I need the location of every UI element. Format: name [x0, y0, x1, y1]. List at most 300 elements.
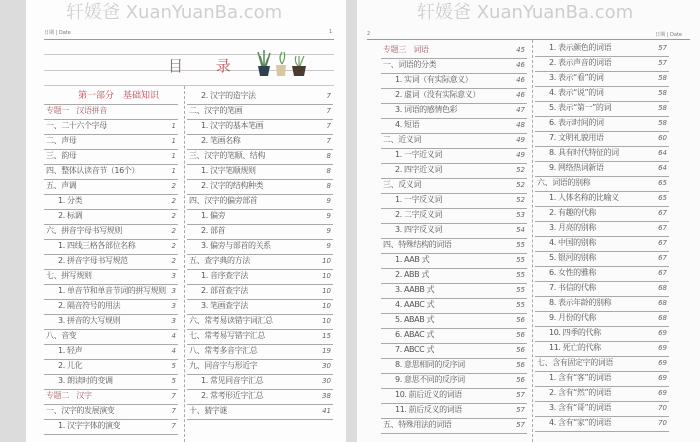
toc-entry-title: 3. 笔画查字法 — [201, 301, 248, 310]
toc-entry — [187, 194, 333, 210]
toc-entry — [187, 119, 333, 135]
toc-entry-page: 8 — [326, 152, 331, 160]
toc-entry-page: 68 — [658, 299, 667, 307]
toc-entry-page: 65 — [658, 194, 667, 202]
toc-entry-title: 2. 汉字的结构种类 — [201, 181, 264, 190]
toc-entry-title: 1. 表示颜色的词语 — [549, 43, 612, 52]
page-title: 目 录 — [168, 57, 245, 75]
toc-entry-page: 38 — [322, 392, 331, 400]
toc-entry — [44, 239, 178, 255]
toc-entry-title: 2. 含有“然”的词语 — [549, 388, 612, 397]
toc-entry — [381, 133, 527, 149]
toc-entry-page: 30 — [322, 377, 331, 385]
toc-entry — [44, 149, 178, 165]
toc-entry-title: 9. 月份的代称 — [549, 313, 596, 322]
toc-entry — [535, 221, 669, 237]
toc-entry-page: 45 — [516, 46, 525, 54]
toc-entry-page: 7 — [326, 107, 331, 115]
toc-entry-title: 专题二 汉字 — [46, 391, 92, 400]
toc-entry — [187, 149, 333, 165]
toc-entry-title: 专题一 汉语拼音 — [46, 106, 107, 115]
toc-entry-title: 七、拼写规则 — [46, 271, 92, 280]
toc-entry-title: 1. 一字反义词 — [395, 195, 442, 204]
toc-entry-page: 49 — [516, 151, 525, 159]
toc-entry-title: 1. 偏旁 — [201, 211, 226, 220]
toc-entry — [44, 329, 178, 345]
toc-entry-page: 7 — [171, 407, 176, 415]
toc-entry — [535, 356, 669, 372]
toc-entry — [381, 418, 527, 434]
toc-entry — [381, 148, 527, 164]
toc-entry-title: 1. 实词（有实际意义） — [395, 75, 473, 84]
toc-entry — [187, 209, 333, 225]
toc-entry-page: 70 — [658, 419, 667, 427]
toc-entry-page: 52 — [516, 181, 525, 189]
toc-entry-page: 65 — [658, 179, 667, 187]
toc-entry-page: 57 — [516, 406, 525, 414]
toc-entry-page: 52 — [516, 196, 525, 204]
toc-entry-page: 64 — [658, 149, 667, 157]
toc-entry — [381, 223, 527, 239]
toc-entry-title: 3. 偏旁与部首的关系 — [201, 241, 271, 250]
toc-entry-title: 六、拼音字母书写规则 — [46, 226, 122, 235]
toc-entry-page: 69 — [658, 329, 667, 337]
watermark: 轩媛爸 XuanYuanBa.com — [66, 2, 283, 23]
toc-entry-title: 6. 女性的雅称 — [549, 268, 596, 277]
toc-entry-title: 一、汉字的发展演变 — [46, 406, 115, 415]
toc-entry — [44, 404, 178, 420]
toc-entry-title: 一、词语的分类 — [383, 60, 437, 69]
toc-entry — [535, 266, 669, 282]
toc-entry — [535, 326, 669, 342]
toc-entry-title: 1. 分类 — [58, 196, 83, 205]
toc-entry-page: 2 — [171, 242, 176, 250]
toc-entry — [44, 419, 178, 435]
toc-entry — [381, 43, 527, 59]
toc-entry — [381, 388, 527, 404]
toc-entry-page: 5 — [171, 377, 176, 385]
toc-entry — [535, 296, 669, 312]
toc-entry — [535, 146, 669, 162]
left-page — [26, 0, 346, 442]
toc-entry-title: 4. AABC 式 — [395, 300, 435, 309]
toc-entry-title: 7. 文明礼貌用语 — [549, 133, 604, 142]
toc-entry — [187, 329, 333, 345]
toc-entry-title: 1. 汉字的基本笔画 — [201, 121, 264, 130]
toc-entry — [44, 164, 178, 180]
toc-entry-page: 68 — [658, 284, 667, 292]
toc-entry — [187, 134, 333, 150]
toc-entry-title: 3. 拼音的大写规则 — [58, 316, 121, 325]
toc-entry-page: 1 — [171, 137, 176, 145]
toc-entry-title: 8. 具有时代特征的词 — [549, 148, 619, 157]
toc-entry-page: 57 — [658, 59, 667, 67]
toc-entry-page: 67 — [658, 254, 667, 262]
toc-entry-title: 2. 有趣的代称 — [549, 208, 596, 217]
toc-entry — [535, 251, 669, 267]
toc-entry-title: 3. 朗读时的变调 — [58, 376, 113, 385]
toc-entry — [187, 224, 333, 240]
toc-entry — [44, 119, 178, 135]
toc-entry — [535, 401, 669, 417]
toc-entry-title: 2. 儿化 — [58, 361, 83, 370]
toc-entry — [535, 386, 669, 402]
toc-entry — [381, 313, 527, 329]
toc-entry-page: 41 — [322, 407, 331, 415]
toc-entry-page: 47 — [516, 106, 525, 114]
toc-entry — [187, 89, 333, 105]
toc-entry-title: 3. 四字反义词 — [395, 225, 442, 234]
toc-entry-page: 4 — [171, 347, 176, 355]
toc-entry — [535, 281, 669, 297]
toc-entry-page: 7 — [171, 422, 176, 430]
toc-entry-title: 11. 前后反义的词语 — [395, 405, 462, 414]
toc-entry-title: 5. 银河的别称 — [549, 253, 596, 262]
toc-entry-page: 19 — [322, 347, 331, 355]
toc-entry-title: 1. 常见同音字汇总 — [201, 376, 264, 385]
toc-entry — [535, 341, 669, 357]
toc-entry — [187, 164, 333, 180]
toc-entry-title: 6. ABAC 式 — [395, 330, 434, 339]
toc-entry-title: 2. 汉字的造字法 — [201, 91, 256, 100]
toc-entry-page: 3 — [171, 272, 176, 280]
toc-entry-title: 6. 表示时间的词 — [549, 118, 604, 127]
toc-entry — [535, 416, 669, 432]
toc-entry — [44, 134, 178, 150]
toc-entry — [381, 73, 527, 89]
toc-entry-page: 9 — [326, 197, 331, 205]
watermark: 轩媛爸 XuanYuanBa.com — [417, 2, 634, 23]
toc-entry — [381, 88, 527, 104]
toc-entry-page: 67 — [658, 209, 667, 217]
toc-entry-page: 55 — [516, 241, 525, 249]
toc-entry-title: 7. 书信的代称 — [549, 283, 596, 292]
toc-entry-page: 48 — [516, 121, 525, 129]
header-rule — [367, 39, 690, 40]
date-label: 日期 | Date — [655, 32, 682, 38]
toc-entry-title: 2. 常考形近字汇总 — [201, 391, 264, 400]
toc-entry — [44, 194, 178, 210]
toc-entry-title: 四、汉字的偏旁部首 — [189, 196, 258, 205]
toc-entry-title: 1. 人体名称的比喻义 — [549, 193, 619, 202]
toc-entry — [44, 179, 178, 195]
toc-entry — [381, 178, 527, 194]
toc-entry — [44, 284, 178, 300]
toc-entry — [44, 299, 178, 315]
toc-entry-page: 2 — [171, 257, 176, 265]
toc-entry-page: 53 — [516, 211, 525, 219]
toc-entry — [535, 161, 669, 177]
toc-entry-title: 八、音变 — [46, 331, 77, 340]
toc-entry-title: 3. 含有“哥”的词语 — [549, 403, 612, 412]
toc-entry-title: 2. 隔音符号的用法 — [58, 301, 121, 310]
toc-entry — [381, 283, 527, 299]
toc-entry-title: 4. 含有“家”的词语 — [549, 418, 612, 427]
toc-entry-page: 30 — [322, 362, 331, 370]
toc-entry-title: 1. 汉字笔顺规则 — [201, 166, 256, 175]
toc-entry-title: 4. 表示“说”的词 — [549, 88, 604, 97]
toc-entry-title: 1. 单音节和单音节词的拼写规则 — [58, 286, 166, 295]
toc-entry-title: 七、常考易写错字汇总 — [189, 331, 265, 340]
toc-entry-title: 二、近义词 — [383, 135, 421, 144]
toc-entry-title: 2. 标调 — [58, 211, 83, 220]
toc-entry — [381, 268, 527, 284]
toc-entry-page: 10 — [322, 272, 331, 280]
toc-entry-title: 专题三 词语 — [383, 45, 429, 54]
toc-entry-page: 1 — [171, 152, 176, 160]
toc-entry-title: 八、常考多音字汇总 — [189, 346, 258, 355]
toc-entry-title: 1. 一字近义词 — [395, 150, 442, 159]
toc-entry-page: 56 — [516, 361, 525, 369]
toc-entry — [381, 118, 527, 134]
toc-entry-page: 58 — [658, 89, 667, 97]
page-number: 1 — [328, 29, 332, 35]
page-number: 2 — [367, 31, 371, 37]
toc-entry-title: 四、特殊结构的词语 — [383, 240, 452, 249]
toc-entry-title: 五、声调 — [46, 181, 77, 190]
toc-entry-title: 7. ABCC 式 — [395, 345, 435, 354]
toc-entry-page: 55 — [516, 256, 525, 264]
toc-entry-title: 三、韵母 — [46, 151, 77, 160]
toc-entry — [187, 104, 333, 120]
toc-entry — [187, 374, 333, 390]
toc-entry — [381, 358, 527, 374]
toc-entry — [535, 101, 669, 117]
toc-entry-title: 9. 意思不同的反序词 — [395, 375, 465, 384]
toc-entry-title: 4. 短语 — [395, 120, 420, 129]
toc-entry — [381, 193, 527, 209]
toc-entry-title: 2. ABB 式 — [395, 270, 429, 279]
toc-entry-page: 55 — [516, 271, 525, 279]
toc-entry-page: 55 — [516, 301, 525, 309]
toc-entry-title: 1. 汉字字体的演变 — [58, 421, 121, 430]
toc-entry — [535, 176, 669, 192]
toc-entry — [535, 86, 669, 102]
toc-entry — [187, 299, 333, 315]
toc-entry — [535, 71, 669, 87]
toc-entry-page: 57 — [516, 421, 525, 429]
toc-entry — [44, 254, 178, 270]
toc-entry-title: 二、声母 — [46, 136, 77, 145]
toc-entry-page: 57 — [658, 44, 667, 52]
toc-entry-page: 9 — [326, 212, 331, 220]
toc-entry-title: 5. ABAB 式 — [395, 315, 435, 324]
toc-entry-title: 3. 词语的感情色彩 — [395, 105, 458, 114]
toc-entry-page: 52 — [516, 166, 525, 174]
toc-entry-title: 1. AAB 式 — [395, 255, 430, 264]
toc-entry-title: 五、特殊用法的词语 — [383, 420, 452, 429]
toc-entry — [381, 403, 527, 419]
toc-entry — [187, 179, 333, 195]
toc-entry-title: 第一部分 基础知识 — [78, 91, 160, 101]
toc-entry-page: 58 — [658, 74, 667, 82]
toc-entry-title: 3. AABB 式 — [395, 285, 435, 294]
toc-entry — [187, 404, 333, 420]
toc-entry-title: 4. 中国的别称 — [549, 238, 596, 247]
toc-entry-page: 49 — [516, 136, 525, 144]
toc-entry-title: 十、猜字谜 — [189, 406, 227, 415]
toc-entry-page: 58 — [658, 119, 667, 127]
toc-entry-title: 2. 表示声音的词语 — [549, 58, 612, 67]
toc-entry-page: 69 — [658, 344, 667, 352]
toc-entry — [381, 343, 527, 359]
toc-entry — [381, 163, 527, 179]
toc-entry — [44, 374, 178, 390]
toc-entry-page: 70 — [658, 404, 667, 412]
toc-entry-title: 10. 四季的代称 — [549, 328, 601, 337]
toc-entry-page: 8 — [326, 167, 331, 175]
toc-entry-page: 1 — [171, 167, 176, 175]
toc-entry-page: 9 — [326, 242, 331, 250]
toc-entry-title: 六、词语的别称 — [537, 178, 591, 187]
toc-entry-page: 10 — [322, 287, 331, 295]
column-divider — [532, 40, 533, 442]
toc-entry-page: 67 — [658, 224, 667, 232]
toc-entry — [44, 314, 178, 330]
toc-entry — [535, 236, 669, 252]
toc-entry-title: 10. 前后近义的词语 — [395, 390, 462, 399]
toc-entry-page: 46 — [516, 91, 525, 99]
toc-entry-title: 三、汉字的笔顺、结构 — [189, 151, 265, 160]
toc-entry — [535, 41, 669, 57]
toc-entry — [187, 284, 333, 300]
toc-entry — [44, 269, 178, 285]
potted-plants-illustration — [254, 50, 310, 78]
toc-entry-title: 九、同音字与形近字 — [189, 361, 258, 370]
toc-entry-page: 67 — [658, 239, 667, 247]
toc-entry — [535, 206, 669, 222]
column-divider — [184, 86, 185, 442]
toc-entry-title: 1. 音序查字法 — [201, 271, 248, 280]
toc-entry-page: 54 — [516, 226, 525, 234]
toc-entry — [535, 311, 669, 327]
toc-entry — [44, 344, 178, 360]
toc-entry-page: 7 — [171, 392, 176, 400]
toc-entry-page: 69 — [658, 374, 667, 382]
toc-entry-page: 8 — [326, 182, 331, 190]
toc-entry-page: 57 — [516, 391, 525, 399]
toc-entry-title: 2. 部首 — [201, 226, 226, 235]
toc-entry-title: 2. 虚词（没有实际意义） — [395, 90, 480, 99]
toc-entry-title: 2. 四字近义词 — [395, 165, 442, 174]
toc-entry-page: 5 — [171, 362, 176, 370]
toc-entry — [381, 328, 527, 344]
right-page — [357, 0, 700, 442]
toc-entry — [381, 208, 527, 224]
toc-entry-page: 7 — [326, 92, 331, 100]
toc-entry — [381, 103, 527, 119]
toc-entry — [44, 104, 178, 120]
toc-entry — [381, 238, 527, 254]
toc-entry — [381, 58, 527, 74]
toc-entry — [44, 359, 178, 375]
toc-entry-page: 56 — [516, 316, 525, 324]
toc-entry — [187, 239, 333, 255]
toc-entry-title: 1. 含有“客”的词语 — [549, 373, 612, 382]
toc-entry-title: 二、汉字的笔画 — [189, 106, 243, 115]
toc-entry — [44, 89, 178, 105]
toc-entry-page: 56 — [516, 346, 525, 354]
toc-entry-page: 1 — [171, 122, 176, 130]
toc-entry-title: 六、常考易读错字词汇总 — [189, 316, 273, 325]
toc-entry-title: 四、整体认读音节（16个） — [46, 166, 139, 175]
toc-entry-page: 69 — [658, 359, 667, 367]
toc-entry-page: 2 — [171, 182, 176, 190]
toc-entry-title: 2. 部首查字法 — [201, 286, 248, 295]
toc-entry-page: 64 — [658, 164, 667, 172]
toc-entry-page: 3 — [171, 317, 176, 325]
toc-entry-page: 55 — [516, 286, 525, 294]
toc-entry-page: 2 — [171, 212, 176, 220]
toc-entry-page: 3 — [171, 287, 176, 295]
toc-entry-page: 7 — [326, 122, 331, 130]
toc-entry-title: 3. 表示“看”的词 — [549, 73, 604, 82]
toc-entry — [381, 373, 527, 389]
toc-entry-title: 1. 轻声 — [58, 346, 83, 355]
toc-entry-page: 46 — [516, 76, 525, 84]
toc-entry-title: 2. 二字反义词 — [395, 210, 442, 219]
toc-entry-title: 2. 拼音字母书写规范 — [58, 256, 128, 265]
toc-entry — [535, 116, 669, 132]
toc-entry-page: 10 — [322, 317, 331, 325]
toc-entry-title: 8. 表示年龄的别称 — [549, 298, 612, 307]
toc-entry-title: 9. 网络热词新语 — [549, 163, 604, 172]
toc-entry-title: 五、查字典的方法 — [189, 256, 250, 265]
toc-entry-page: 9 — [326, 227, 331, 235]
toc-entry-page: 4 — [171, 332, 176, 340]
toc-entry-page: 2 — [171, 227, 176, 235]
toc-entry-title: 11. 死亡的代称 — [549, 343, 601, 352]
toc-entry-page: 67 — [658, 269, 667, 277]
toc-entry — [44, 209, 178, 225]
toc-entry-page: 3 — [171, 302, 176, 310]
toc-entry — [535, 131, 669, 147]
toc-entry — [381, 253, 527, 269]
toc-entry-page: 68 — [658, 314, 667, 322]
toc-entry-title: 一、二十六个字母 — [46, 121, 107, 130]
toc-entry-title: 3. 月亮的别称 — [549, 223, 596, 232]
toc-entry — [187, 314, 333, 330]
header-rule — [44, 39, 334, 40]
toc-entry — [381, 298, 527, 314]
toc-entry — [187, 344, 333, 360]
toc-entry-page: 69 — [658, 389, 667, 397]
toc-entry-page: 58 — [658, 104, 667, 112]
toc-entry — [535, 56, 669, 72]
toc-entry-page: 10 — [322, 257, 331, 265]
toc-entry-page: 10 — [322, 302, 331, 310]
toc-entry-title: 8. 意思相同的反序词 — [395, 360, 465, 369]
toc-entry-title: 三、反义词 — [383, 180, 421, 189]
toc-entry-page: 7 — [326, 137, 331, 145]
toc-entry-page: 15 — [322, 332, 331, 340]
toc-entry — [535, 371, 669, 387]
toc-entry — [44, 224, 178, 240]
toc-entry — [535, 191, 669, 207]
toc-entry-title: 5. 表示“第一”的词 — [549, 103, 612, 112]
toc-entry-page: 56 — [516, 331, 525, 339]
toc-entry — [187, 254, 333, 270]
toc-entry-page: 2 — [171, 197, 176, 205]
toc-entry-title: 2. 笔画名称 — [201, 136, 241, 145]
toc-entry — [187, 359, 333, 375]
toc-entry-page: 56 — [516, 376, 525, 384]
ruled-line — [44, 85, 334, 86]
toc-entry-title: 1. 四线三格各部位名称 — [58, 241, 136, 250]
toc-entry-title: 七、含有固定字的词语 — [537, 358, 613, 367]
toc-entry-page: 46 — [516, 61, 525, 69]
toc-entry — [187, 389, 333, 405]
